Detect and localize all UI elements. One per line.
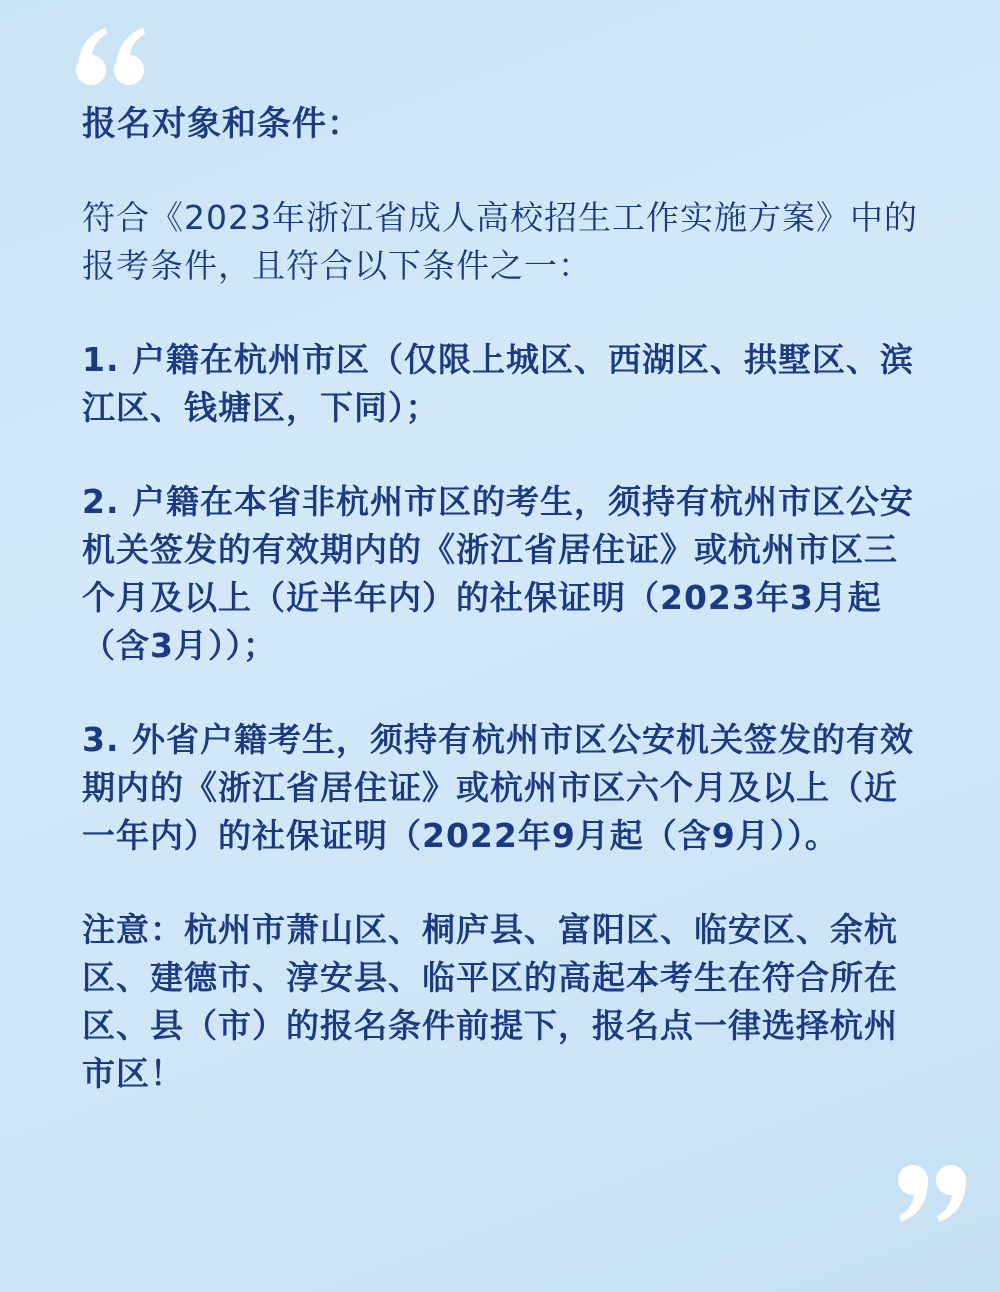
condition-3: 3. 外省户籍考生，须持有杭州市区公安机关签发的有效期内的《浙江省居住证》或杭州市区六个月及以上（近一年内）的社保证明（2022年9月起（含9月））。 (82, 720, 914, 855)
condition-2: 2. 户籍在本省非杭州市区的考生，须持有杭州市区公安机关签发的有效期内的《浙江省居住证》或杭州市区三个月及以上（近半年内）的社保证明（2023年3月起（含3月））； (82, 482, 914, 665)
section-heading: 报名对象和条件： (82, 104, 362, 144)
quote-open-icon (74, 26, 148, 90)
condition-1: 1. 户籍在杭州市区（仅限上城区、西湖区、拱墅区、滨江区、钱塘区，下同）； (82, 340, 914, 427)
note-paragraph: 注意：杭州市萧山区、桐庐县、富阳区、临安区、余杭区、建德市、淳安县、临平区的高起本考生在符合所在区、县（市）的报名条件前提下，报名点一律选择杭州市区！ (82, 910, 898, 1093)
quote-close-icon (894, 1160, 968, 1224)
content-area (82, 100, 922, 1098)
intro-paragraph: 符合《2023年浙江省成人高校招生工作实施方案》中的报考条件，且符合以下条件之一： (82, 198, 918, 285)
